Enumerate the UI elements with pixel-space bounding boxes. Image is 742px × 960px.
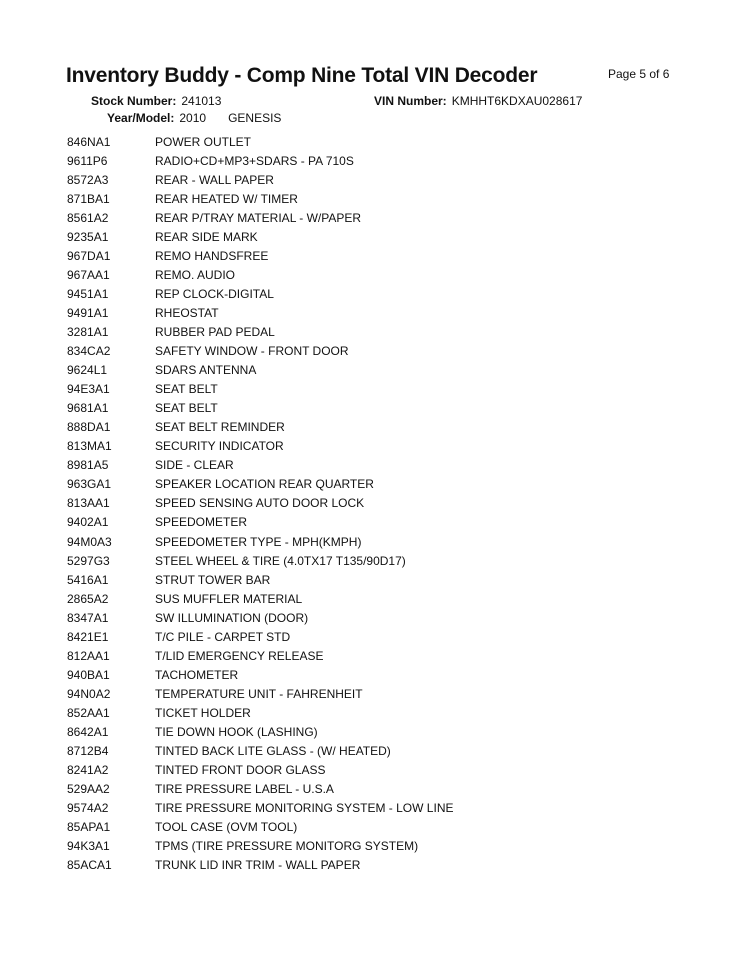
option-description: SPEAKER LOCATION REAR QUARTER xyxy=(155,477,374,492)
option-code: 9611P6 xyxy=(67,153,108,168)
option-row xyxy=(67,132,453,151)
model-value: GENESIS xyxy=(228,111,282,125)
option-description: TEMPERATURE UNIT - FAHRENHEIT xyxy=(155,686,363,701)
option-row xyxy=(67,361,453,380)
option-code: 2865A2 xyxy=(67,591,109,606)
option-code: 846NA1 xyxy=(67,134,111,149)
option-row xyxy=(67,665,453,684)
option-row xyxy=(67,532,453,551)
option-code: 9574A2 xyxy=(67,801,109,816)
option-row xyxy=(67,513,453,532)
option-description: SUS MUFFLER MATERIAL xyxy=(155,591,303,606)
option-code: 8241A2 xyxy=(67,763,109,778)
option-description: SPEEDOMETER xyxy=(155,515,248,530)
option-row xyxy=(67,703,453,722)
option-row xyxy=(67,380,453,399)
option-row xyxy=(67,208,453,227)
option-row xyxy=(67,170,453,189)
option-row xyxy=(67,418,453,437)
option-description: STRUT TOWER BAR xyxy=(155,572,271,587)
option-description: SPEEDOMETER TYPE - MPH(KMPH) xyxy=(155,534,362,549)
option-row xyxy=(67,151,453,170)
option-code: 8981A5 xyxy=(67,458,109,473)
option-description: SECURITY INDICATOR xyxy=(155,439,284,454)
option-code: 812AA1 xyxy=(67,648,110,663)
option-description: TICKET HOLDER xyxy=(155,705,251,720)
year-model-label: Year/Model: xyxy=(107,111,175,125)
option-description: T/C PILE - CARPET STD xyxy=(155,629,291,644)
option-code: 9624L1 xyxy=(67,363,108,378)
option-code: 888DA1 xyxy=(67,420,111,435)
option-row xyxy=(67,627,453,646)
option-row xyxy=(67,265,453,284)
option-code: 852AA1 xyxy=(67,705,110,720)
option-row xyxy=(67,322,453,341)
option-description: SIDE - CLEAR xyxy=(155,458,234,473)
option-row xyxy=(67,837,453,856)
option-description: RADIO+CD+MP3+SDARS - PA 710S xyxy=(155,153,354,168)
option-description: TIRE PRESSURE LABEL - U.S.A xyxy=(155,782,334,797)
option-row xyxy=(67,818,453,837)
option-row xyxy=(67,456,453,475)
option-description: SW ILLUMINATION (DOOR) xyxy=(155,610,309,625)
option-row xyxy=(67,494,453,513)
year-model xyxy=(107,111,281,125)
option-code: 967AA1 xyxy=(67,267,110,282)
option-row xyxy=(67,284,453,303)
option-description: RHEOSTAT xyxy=(155,305,219,320)
option-code: 9451A1 xyxy=(67,286,109,301)
option-row xyxy=(67,227,453,246)
option-description: TIE DOWN HOOK (LASHING) xyxy=(155,724,318,739)
option-description: TPMS (TIRE PRESSURE MONITORG SYSTEM) xyxy=(155,839,419,854)
option-code: 5297G3 xyxy=(67,553,110,568)
option-code: 813AA1 xyxy=(67,496,110,511)
option-row xyxy=(67,684,453,703)
option-code: 8421E1 xyxy=(67,629,109,644)
option-row xyxy=(67,742,453,761)
option-code: 940BA1 xyxy=(67,667,110,682)
option-row xyxy=(67,570,453,589)
option-code: 8712B4 xyxy=(67,744,109,759)
option-code: 94N0A2 xyxy=(67,686,111,701)
option-row xyxy=(67,646,453,665)
option-row xyxy=(67,189,453,208)
option-row xyxy=(67,303,453,322)
page-number: Page 5 of 6 xyxy=(608,67,670,81)
option-description: TOOL CASE (OVM TOOL) xyxy=(155,820,298,835)
option-code: 967DA1 xyxy=(67,248,111,263)
year-value: 2010 xyxy=(179,111,207,125)
option-description: TRUNK LID INR TRIM - WALL PAPER xyxy=(155,858,361,873)
option-description: REMO. AUDIO xyxy=(155,267,236,282)
option-code: 3281A1 xyxy=(67,324,109,339)
stock-number-label: Stock Number: xyxy=(91,94,177,108)
option-description: T/LID EMERGENCY RELEASE xyxy=(155,648,324,663)
option-description: SPEED SENSING AUTO DOOR LOCK xyxy=(155,496,365,511)
option-description: SEAT BELT xyxy=(155,401,218,416)
option-description: SAFETY WINDOW - FRONT DOOR xyxy=(155,344,349,359)
option-description: TACHOMETER xyxy=(155,667,239,682)
option-code: 529AA2 xyxy=(67,782,110,797)
option-description: REP CLOCK-DIGITAL xyxy=(155,286,274,301)
option-description: SEAT BELT REMINDER xyxy=(155,420,285,435)
option-code: 9491A1 xyxy=(67,305,109,320)
option-code: 8347A1 xyxy=(67,610,109,625)
option-description: STEEL WHEEL & TIRE (4.0TX17 T135/90D17) xyxy=(155,553,406,568)
option-code: 94E3A1 xyxy=(67,382,110,397)
option-code: 5416A1 xyxy=(67,572,109,587)
stock-number-value: 241013 xyxy=(181,94,222,108)
option-row xyxy=(67,608,453,627)
option-code: 8572A3 xyxy=(67,172,109,187)
vin-number-value: KMHHT6KDXAU028617 xyxy=(451,94,583,108)
option-row xyxy=(67,399,453,418)
option-row xyxy=(67,799,453,818)
option-code: 8642A1 xyxy=(67,724,109,739)
option-description: TIRE PRESSURE MONITORING SYSTEM - LOW LINE xyxy=(155,801,454,816)
stock-number xyxy=(91,94,221,108)
option-code: 9235A1 xyxy=(67,229,109,244)
option-description: POWER OUTLET xyxy=(155,134,252,149)
option-code: 85ACA1 xyxy=(67,858,112,873)
report-title: Inventory Buddy - Comp Nine Total VIN Decoder xyxy=(66,64,538,87)
option-code: 94K3A1 xyxy=(67,839,110,854)
option-row xyxy=(67,856,453,875)
option-code: 963GA1 xyxy=(67,477,112,492)
option-row xyxy=(67,551,453,570)
option-description: SDARS ANTENNA xyxy=(155,363,257,378)
option-row xyxy=(67,342,453,361)
option-row xyxy=(67,475,453,494)
option-code: 94M0A3 xyxy=(67,534,112,549)
option-row xyxy=(67,722,453,741)
option-row xyxy=(67,589,453,608)
option-code-list xyxy=(67,132,453,875)
vin-number xyxy=(374,94,582,108)
option-code: 9681A1 xyxy=(67,401,109,416)
option-description: REAR SIDE MARK xyxy=(155,229,258,244)
option-row xyxy=(67,780,453,799)
option-description: TINTED BACK LITE GLASS - (W/ HEATED) xyxy=(155,744,391,759)
option-code: 871BA1 xyxy=(67,191,110,206)
option-description: REAR - WALL PAPER xyxy=(155,172,274,187)
option-row xyxy=(67,761,453,780)
option-row xyxy=(67,246,453,265)
option-row xyxy=(67,437,453,456)
option-description: SEAT BELT xyxy=(155,382,218,397)
option-description: TINTED FRONT DOOR GLASS xyxy=(155,763,326,778)
option-description: RUBBER PAD PEDAL xyxy=(155,324,275,339)
option-description: REMO HANDSFREE xyxy=(155,248,269,263)
option-code: 9402A1 xyxy=(67,515,109,530)
vin-number-label: VIN Number: xyxy=(374,94,447,108)
option-code: 85APA1 xyxy=(67,820,111,835)
option-code: 8561A2 xyxy=(67,210,109,225)
option-code: 813MA1 xyxy=(67,439,112,454)
option-code: 834CA2 xyxy=(67,344,111,359)
option-description: REAR P/TRAY MATERIAL - W/PAPER xyxy=(155,210,362,225)
option-description: REAR HEATED W/ TIMER xyxy=(155,191,298,206)
